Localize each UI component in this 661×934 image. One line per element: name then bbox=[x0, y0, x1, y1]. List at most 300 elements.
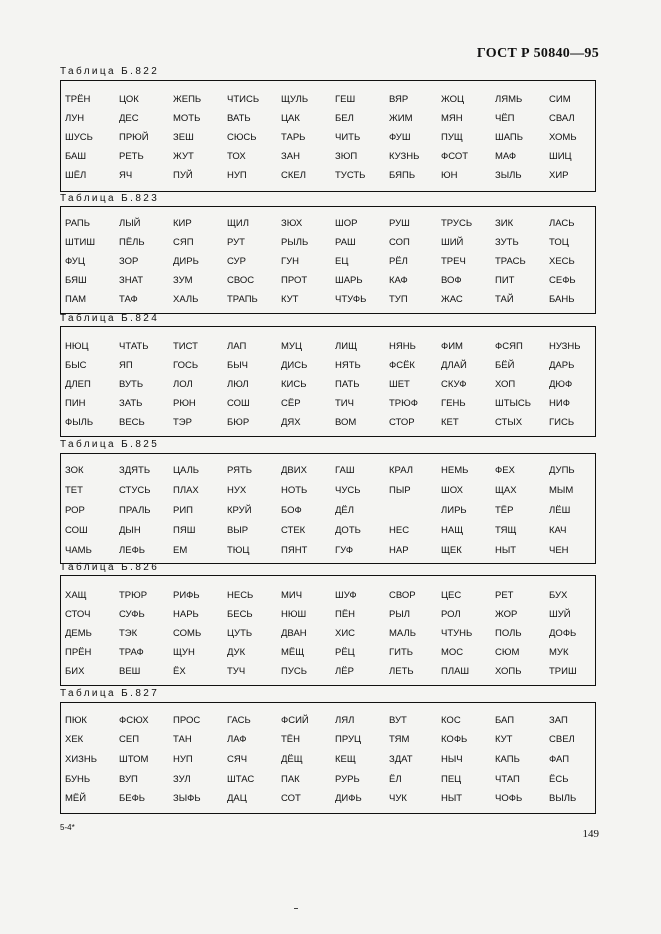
word-cell: ПЯШ bbox=[173, 525, 196, 536]
word-cell: РЁЛ bbox=[389, 256, 408, 267]
word-cell: ТИСТ bbox=[173, 341, 198, 352]
word-cell: ГОСЬ bbox=[173, 360, 199, 371]
word-cell: КУЗНЬ bbox=[389, 151, 420, 162]
word-cell: ЦУТЬ bbox=[227, 628, 253, 639]
word-cell: ТРЁН bbox=[65, 94, 91, 105]
word-cell: НЯНЬ bbox=[389, 341, 416, 352]
word-cell: БИХ bbox=[65, 666, 85, 677]
word-cell: ЛИРЬ bbox=[441, 505, 467, 516]
word-cell: ЦАК bbox=[281, 113, 300, 124]
word-cell: СКЕЛ bbox=[281, 170, 306, 181]
table-row bbox=[61, 256, 595, 274]
word-cell: ЧУК bbox=[389, 793, 407, 804]
word-cell: ШУСЬ bbox=[65, 132, 93, 143]
word-cell: ЗЫЛЬ bbox=[495, 170, 522, 181]
word-cell: МОС bbox=[441, 647, 464, 658]
word-cell: МИЧ bbox=[281, 590, 303, 601]
word-cell: КУТ bbox=[281, 294, 299, 305]
word-cell: КРАЛ bbox=[389, 465, 414, 476]
word-cell: ПРУЦ bbox=[335, 734, 362, 745]
word-cell: ЗОР bbox=[119, 256, 139, 267]
table-caption: Таблица Б.826 bbox=[60, 562, 160, 573]
word-cell: ЖАС bbox=[441, 294, 463, 305]
table-b822 bbox=[60, 80, 596, 192]
table-b824 bbox=[60, 326, 596, 437]
word-cell: ЛЁШ bbox=[549, 505, 571, 516]
word-cell: ХИЗНЬ bbox=[65, 754, 97, 765]
word-cell: РЫЛЬ bbox=[281, 237, 309, 248]
word-cell: ДЛЕП bbox=[65, 379, 91, 390]
word-cell: РИФЬ bbox=[173, 590, 200, 601]
word-cell: СТУСЬ bbox=[119, 485, 151, 496]
word-cell: ЛЕТЬ bbox=[389, 666, 414, 677]
word-cell: ПЯНТ bbox=[281, 545, 308, 556]
word-cell: ТРЮР bbox=[119, 590, 148, 601]
word-cell: ЗАН bbox=[281, 151, 300, 162]
word-cell: ЗЫФЬ bbox=[173, 793, 201, 804]
word-cell: ЮН bbox=[441, 170, 458, 181]
word-cell: МЫМ bbox=[549, 485, 574, 496]
word-cell: ТОЦ bbox=[549, 237, 569, 248]
word-cell: ШЁЛ bbox=[65, 170, 87, 181]
word-cell: ГАСЬ bbox=[227, 715, 251, 726]
word-cell: ЕМ bbox=[173, 545, 188, 556]
word-cell: ЧОФЬ bbox=[495, 793, 523, 804]
table-row bbox=[61, 398, 595, 416]
word-cell: ЗЮП bbox=[335, 151, 358, 162]
word-cell: СВОС bbox=[227, 275, 255, 286]
word-cell: ТЁН bbox=[281, 734, 301, 745]
word-cell: БЫЧ bbox=[227, 360, 248, 371]
word-cell: ТЮЦ bbox=[227, 545, 250, 556]
word-cell: ЩИЛ bbox=[227, 218, 249, 229]
word-cell: ТУСТЬ bbox=[335, 170, 366, 181]
word-cell: НЕМЬ bbox=[441, 465, 469, 476]
word-cell: ДЮФ bbox=[549, 379, 573, 390]
word-cell: КАФ bbox=[389, 275, 408, 286]
word-cell: ПАМ bbox=[65, 294, 87, 305]
word-cell: ЗАП bbox=[549, 715, 568, 726]
word-cell: ЛЁР bbox=[335, 666, 354, 677]
word-cell: ХАЩ bbox=[65, 590, 87, 601]
word-cell: ПРОС bbox=[173, 715, 201, 726]
word-cell: РЕТ bbox=[495, 590, 514, 601]
table-row bbox=[61, 218, 595, 236]
word-cell: ФЫЛЬ bbox=[65, 417, 94, 428]
word-cell: ПЕЦ bbox=[441, 774, 462, 785]
word-cell: ЗУЛ bbox=[173, 774, 191, 785]
table-row bbox=[61, 505, 595, 523]
table-b825 bbox=[60, 453, 596, 564]
word-cell: РИП bbox=[173, 505, 193, 516]
word-cell: ТОХ bbox=[227, 151, 246, 162]
word-cell: МЯН bbox=[441, 113, 463, 124]
word-cell: ЗОК bbox=[65, 465, 84, 476]
word-cell: ЛАСЬ bbox=[549, 218, 575, 229]
word-cell: ЩАХ bbox=[495, 485, 517, 496]
word-cell: ВЫЛЬ bbox=[549, 793, 577, 804]
word-cell: ХОПЬ bbox=[495, 666, 522, 677]
footer-mark: 5-4* bbox=[60, 823, 75, 832]
word-cell: ЛАП bbox=[227, 341, 247, 352]
word-cell: ЗУТЬ bbox=[495, 237, 519, 248]
word-cell: КЕЩ bbox=[335, 754, 356, 765]
word-cell: ЛЫЙ bbox=[119, 218, 141, 229]
word-cell: ЦЕС bbox=[441, 590, 462, 601]
word-cell: НАР bbox=[389, 545, 409, 556]
word-cell: СОТ bbox=[281, 793, 301, 804]
word-cell: ВЕШ bbox=[119, 666, 141, 677]
word-cell: ЛЯМЬ bbox=[495, 94, 523, 105]
word-cell: ХОП bbox=[495, 379, 516, 390]
word-cell: ТАРЬ bbox=[281, 132, 306, 143]
table-row bbox=[61, 793, 595, 811]
word-cell: ВУТЬ bbox=[119, 379, 144, 390]
word-cell: РУШ bbox=[389, 218, 410, 229]
word-cell: ТУЧ bbox=[227, 666, 246, 677]
word-cell: ТУП bbox=[389, 294, 408, 305]
word-cell: НЕС bbox=[389, 525, 410, 536]
word-cell: ШТИШ bbox=[65, 237, 96, 248]
word-cell: ДОТЬ bbox=[335, 525, 361, 536]
table-row bbox=[61, 647, 595, 665]
word-cell: ШАРЬ bbox=[335, 275, 363, 286]
word-cell: СТЫХ bbox=[495, 417, 523, 428]
word-cell: ПЛАШ bbox=[441, 666, 470, 677]
word-cell: НЕСЬ bbox=[227, 590, 254, 601]
word-cell: ШУЙ bbox=[549, 609, 571, 620]
word-cell: ПРАЛЬ bbox=[119, 505, 151, 516]
word-cell: ЩЕК bbox=[441, 545, 462, 556]
word-cell: КИСЬ bbox=[281, 379, 307, 390]
word-cell: ДЁЛ bbox=[335, 505, 355, 516]
word-cell: РАПЬ bbox=[65, 218, 90, 229]
word-cell: ЖОР bbox=[495, 609, 518, 620]
table-row bbox=[61, 545, 595, 563]
word-cell: КУТ bbox=[495, 734, 513, 745]
word-cell: КОС bbox=[441, 715, 461, 726]
table-row bbox=[61, 341, 595, 359]
word-cell: МЁЙ bbox=[65, 793, 87, 804]
word-cell: РЕТЬ bbox=[119, 151, 144, 162]
word-cell: ВУП bbox=[119, 774, 138, 785]
word-cell: МУЦ bbox=[281, 341, 302, 352]
word-cell: КАПЬ bbox=[495, 754, 520, 765]
word-cell: ЖЕПЬ bbox=[173, 94, 202, 105]
word-cell: ЛЯЛ bbox=[335, 715, 355, 726]
word-cell: ЗДАТ bbox=[389, 754, 413, 765]
word-cell: ВЯР bbox=[389, 94, 409, 105]
word-cell: РОР bbox=[65, 505, 85, 516]
word-cell: БЮР bbox=[227, 417, 250, 428]
word-cell: ПЁЛЬ bbox=[119, 237, 145, 248]
word-cell: СТОЧ bbox=[65, 609, 91, 620]
word-cell: ДЁЩ bbox=[281, 754, 303, 765]
word-cell: ЁСЬ bbox=[549, 774, 569, 785]
word-cell: ЧТУФЬ bbox=[335, 294, 367, 305]
word-cell: СУР bbox=[227, 256, 246, 267]
word-cell: НЫЧ bbox=[441, 754, 463, 765]
word-cell: ШУФ bbox=[335, 590, 357, 601]
word-cell: ПРЮЙ bbox=[119, 132, 149, 143]
table-row bbox=[61, 113, 595, 131]
table-row bbox=[61, 774, 595, 792]
table-row bbox=[61, 275, 595, 293]
word-cell: НАРЬ bbox=[173, 609, 199, 620]
word-cell: ПИТ bbox=[495, 275, 515, 286]
table-row bbox=[61, 485, 595, 503]
table-row bbox=[61, 237, 595, 255]
word-cell: ЗАТЬ bbox=[119, 398, 143, 409]
word-cell: ТЯМ bbox=[389, 734, 410, 745]
word-cell: БЯПЬ bbox=[389, 170, 416, 181]
word-cell: ФУШ bbox=[389, 132, 411, 143]
word-cell: БЁЙ bbox=[495, 360, 515, 371]
word-cell: ЧТИСЬ bbox=[227, 94, 260, 105]
word-cell: БЫС bbox=[65, 360, 87, 371]
table-row bbox=[61, 360, 595, 378]
word-cell: ГЕНЬ bbox=[441, 398, 466, 409]
table-caption: Таблица Б.822 bbox=[60, 66, 160, 77]
word-cell: РЫЛ bbox=[389, 609, 410, 620]
word-cell: ПЫР bbox=[389, 485, 411, 496]
table-row bbox=[61, 465, 595, 483]
word-cell: ШАПЬ bbox=[495, 132, 523, 143]
word-cell: ТАН bbox=[173, 734, 192, 745]
word-cell: ХИР bbox=[549, 170, 569, 181]
word-cell: ЕЦ bbox=[335, 256, 349, 267]
word-cell: ПАК bbox=[281, 774, 300, 785]
word-cell: ХЕК bbox=[65, 734, 84, 745]
word-cell: КАЧ bbox=[549, 525, 567, 536]
word-cell: НУП bbox=[227, 170, 247, 181]
word-cell: МАФ bbox=[495, 151, 517, 162]
word-cell: НЮШ bbox=[281, 609, 307, 620]
word-cell: ШИЙ bbox=[441, 237, 464, 248]
word-cell: ДЕС bbox=[119, 113, 139, 124]
table-row bbox=[61, 590, 595, 608]
word-cell: ДЛАЙ bbox=[441, 360, 467, 371]
word-cell: ТРАФ bbox=[119, 647, 144, 658]
word-cell: ТРАСЬ bbox=[495, 256, 526, 267]
word-cell: ТРЮФ bbox=[389, 398, 418, 409]
word-cell: СЮМ bbox=[495, 647, 520, 658]
word-cell: ЧЁП bbox=[495, 113, 515, 124]
table-row bbox=[61, 417, 595, 435]
word-cell: СВЕЛ bbox=[549, 734, 575, 745]
word-cell: НИФ bbox=[549, 398, 570, 409]
word-cell: СУФЬ bbox=[119, 609, 145, 620]
word-cell: БЯШ bbox=[65, 275, 87, 286]
word-cell: ЖИМ bbox=[389, 113, 413, 124]
word-cell: РУТ bbox=[227, 237, 245, 248]
word-cell: ЧАМЬ bbox=[65, 545, 92, 556]
word-cell: ДАРЬ bbox=[549, 360, 575, 371]
word-cell: ФСОТ bbox=[441, 151, 469, 162]
word-cell: ПЮК bbox=[65, 715, 87, 726]
word-cell: ВОМ bbox=[335, 417, 357, 428]
word-cell: БАШ bbox=[65, 151, 87, 162]
word-cell: ТИЧ bbox=[335, 398, 354, 409]
word-cell: ШЕТ bbox=[389, 379, 410, 390]
word-cell: МЁЩ bbox=[281, 647, 305, 658]
word-cell: ПЛАХ bbox=[173, 485, 199, 496]
word-cell: ФЕХ bbox=[495, 465, 515, 476]
word-cell: ТЭР bbox=[173, 417, 192, 428]
word-cell: ДИСЬ bbox=[281, 360, 308, 371]
table-row bbox=[61, 151, 595, 169]
word-cell: ФУЦ bbox=[65, 256, 85, 267]
word-cell: ДИФЬ bbox=[335, 793, 362, 804]
word-cell: ЛУН bbox=[65, 113, 85, 124]
word-cell: РОЛ bbox=[441, 609, 461, 620]
word-cell: СЯЧ bbox=[227, 754, 248, 765]
word-cell: КИР bbox=[173, 218, 192, 229]
word-cell: ГУФ bbox=[335, 545, 354, 556]
word-cell: ТРИШ bbox=[549, 666, 577, 677]
table-row bbox=[61, 294, 595, 312]
scan-speck bbox=[294, 908, 298, 909]
word-cell: ВУТ bbox=[389, 715, 407, 726]
word-cell: ЗЮХ bbox=[281, 218, 303, 229]
word-cell: ПЁН bbox=[335, 609, 356, 620]
word-cell: ВЕСЬ bbox=[119, 417, 145, 428]
word-cell: ХИС bbox=[335, 628, 356, 639]
word-cell: БЕФЬ bbox=[119, 793, 146, 804]
word-cell: БЕЛ bbox=[335, 113, 354, 124]
word-cell: ЗУМ bbox=[173, 275, 193, 286]
word-cell: ПУЩ bbox=[441, 132, 463, 143]
word-cell: МУК bbox=[549, 647, 569, 658]
word-cell: СКУФ bbox=[441, 379, 467, 390]
table-row bbox=[61, 170, 595, 188]
word-cell: РЮН bbox=[173, 398, 196, 409]
table-row bbox=[61, 628, 595, 646]
word-cell: РУРЬ bbox=[335, 774, 360, 785]
word-cell: ЩУЛЬ bbox=[281, 94, 309, 105]
word-cell: БАП bbox=[495, 715, 515, 726]
word-cell: ДАЦ bbox=[227, 793, 247, 804]
table-row bbox=[61, 132, 595, 150]
word-cell: ГИСЬ bbox=[549, 417, 575, 428]
word-cell: ТЯЩ bbox=[495, 525, 517, 536]
word-cell: РЁЦ bbox=[335, 647, 355, 658]
word-cell: НОТЬ bbox=[281, 485, 308, 496]
word-cell: НЮЦ bbox=[65, 341, 89, 352]
word-cell: СЯП bbox=[173, 237, 194, 248]
word-cell: СЕП bbox=[119, 734, 140, 745]
word-cell: ФСИЙ bbox=[281, 715, 309, 726]
word-cell: РАШ bbox=[335, 237, 356, 248]
word-cell: СВОР bbox=[389, 590, 416, 601]
word-cell: ШОР bbox=[335, 218, 358, 229]
word-cell: ДЫН bbox=[119, 525, 141, 536]
word-cell: КРУЙ bbox=[227, 505, 252, 516]
word-cell: СОМЬ bbox=[173, 628, 202, 639]
table-b823 bbox=[60, 206, 596, 314]
word-cell: ЁЛ bbox=[389, 774, 402, 785]
word-cell: ФСЯП bbox=[495, 341, 523, 352]
standard-header: ГОСТ Р 50840—95 bbox=[476, 46, 599, 61]
word-cell: ЯП bbox=[119, 360, 133, 371]
table-row bbox=[61, 715, 595, 733]
word-cell: ДУК bbox=[227, 647, 246, 658]
word-cell: НУХ bbox=[227, 485, 247, 496]
word-cell: ФАП bbox=[549, 754, 570, 765]
word-cell: ПУЙ bbox=[173, 170, 193, 181]
word-cell: ВОФ bbox=[441, 275, 462, 286]
table-b827 bbox=[60, 702, 596, 814]
word-cell: ДОФЬ bbox=[549, 628, 577, 639]
word-cell: СЮСЬ bbox=[227, 132, 257, 143]
word-cell: ДЕМЬ bbox=[65, 628, 92, 639]
word-cell: ЦОК bbox=[119, 94, 139, 105]
word-cell: СЕФЬ bbox=[549, 275, 576, 286]
word-cell: ЖУТ bbox=[173, 151, 194, 162]
word-cell: СОП bbox=[389, 237, 410, 248]
word-cell: ГАШ bbox=[335, 465, 355, 476]
word-cell: ПАТЬ bbox=[335, 379, 360, 390]
table-caption: Таблица Б.827 bbox=[60, 688, 160, 699]
word-cell: ШИЦ bbox=[549, 151, 572, 162]
word-cell: НУЗНЬ bbox=[549, 341, 581, 352]
word-cell: НЫТ bbox=[441, 793, 463, 804]
word-cell: ХЕСЬ bbox=[549, 256, 575, 267]
word-cell: ТАЙ bbox=[495, 294, 514, 305]
word-cell: НЯТЬ bbox=[335, 360, 361, 371]
word-cell: ТЭК bbox=[119, 628, 138, 639]
word-cell: ЁХ bbox=[173, 666, 186, 677]
word-cell: ЛАФ bbox=[227, 734, 247, 745]
word-cell: БУХ bbox=[549, 590, 568, 601]
word-cell: ГИТЬ bbox=[389, 647, 414, 658]
word-cell: ЦАЛЬ bbox=[173, 465, 200, 476]
word-cell: ЗНАТ bbox=[119, 275, 143, 286]
table-row bbox=[61, 94, 595, 112]
word-cell: ПИН bbox=[65, 398, 86, 409]
word-cell: ЧИТЬ bbox=[335, 132, 361, 143]
word-cell: ЯЧ bbox=[119, 170, 133, 181]
word-cell: ПРОТ bbox=[281, 275, 308, 286]
word-cell: ЧЕН bbox=[549, 545, 569, 556]
word-cell: ШОХ bbox=[441, 485, 464, 496]
word-cell: ВЫР bbox=[227, 525, 249, 536]
table-row bbox=[61, 379, 595, 397]
word-cell: ПРЁН bbox=[65, 647, 92, 658]
table-caption: Таблица Б.825 bbox=[60, 439, 160, 450]
table-row bbox=[61, 754, 595, 772]
word-cell: ШТАС bbox=[227, 774, 255, 785]
word-cell: ФСЮХ bbox=[119, 715, 149, 726]
word-cell: БОФ bbox=[281, 505, 302, 516]
word-cell: ЧТАТЬ bbox=[119, 341, 149, 352]
word-cell: НУП bbox=[173, 754, 193, 765]
word-cell: ДВАН bbox=[281, 628, 307, 639]
word-cell: ДЯХ bbox=[281, 417, 301, 428]
word-cell: БАНЬ bbox=[549, 294, 575, 305]
word-cell: РЯТЬ bbox=[227, 465, 253, 476]
word-cell: НАЩ bbox=[441, 525, 464, 536]
table-row bbox=[61, 666, 595, 684]
word-cell: МОТЬ bbox=[173, 113, 201, 124]
word-cell: СОШ bbox=[227, 398, 250, 409]
word-cell: СТЕК bbox=[281, 525, 306, 536]
word-cell: ЗЕШ bbox=[173, 132, 194, 143]
word-cell: ЛИЩ bbox=[335, 341, 357, 352]
word-cell: КЕТ bbox=[441, 417, 459, 428]
table-caption: Таблица Б.824 bbox=[60, 313, 160, 324]
word-cell: МАЛЬ bbox=[389, 628, 416, 639]
